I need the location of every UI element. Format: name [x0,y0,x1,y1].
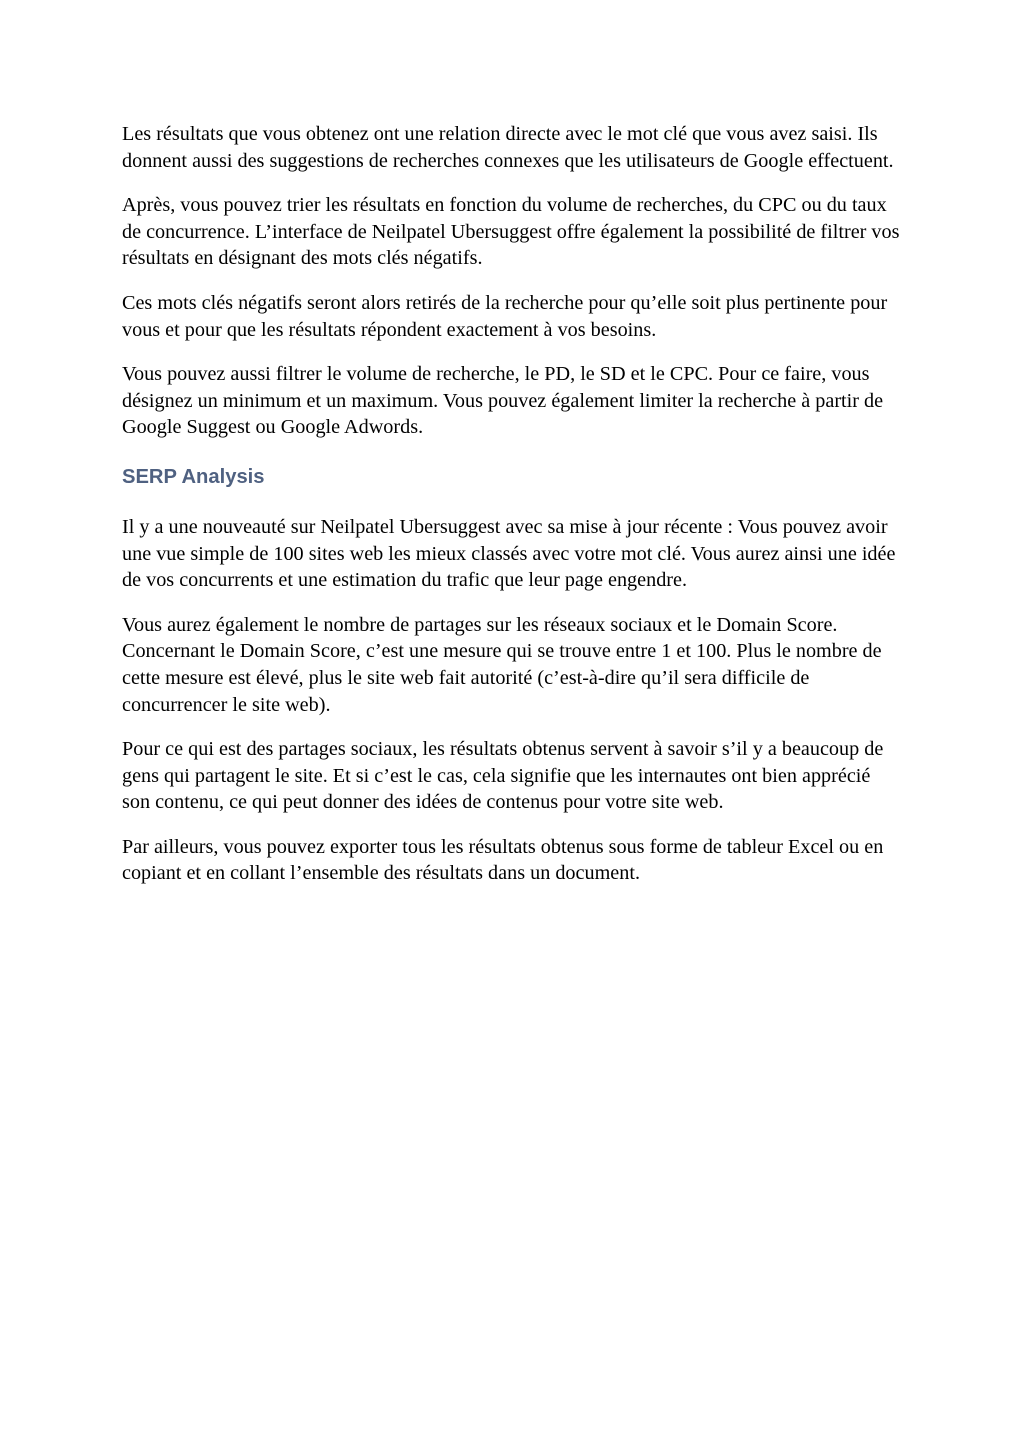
paragraph: Par ailleurs, vous pouvez exporter tous les résultats obtenus sous forme de tableur Excel ou en copiant et en collant l’ensemble des résultats dans un document. [122,835,884,885]
paragraph: Vous aurez également le nombre de partages sur les réseaux sociaux et le Domain Score. Concernant le Domain Score, c’est une mesure qui se trouve entre 1 et 100. Plus le nombre de cette mesure est élevé, plus le site web fait autorité (c’est-à-dire qu’il sera difficile de concurrencer le site web). [122,613,882,716]
paragraph: Vous pouvez aussi filtrer le volume de recherche, le PD, le SD et le CPC. Pour ce faire, vous désignez un minimum et un maximum. Vous pouvez également limiter la recherche à partir de Google Suggest ou Google Adwords. [122,363,884,439]
paragraph: Pour ce qui est des partages sociaux, les résultats obtenus servent à savoir s’il y a beaucoup de gens qui partagent le site. Et si c’est le cas, cela signifie que les internautes ont bien apprécié son contenu, ce qui peut donner des idées de contenus pour votre site web. [122,738,884,814]
paragraph: Ces mots clés négatifs seront alors retirés de la recherche pour qu’elle soit plus pertinente pour vous et pour que les résultats répondent exactement à vos besoins. [122,291,888,341]
paragraph: Les résultats que vous obtenez ont une relation directe avec le mot clé que vous avez saisi. Ils donnent aussi des suggestions de recherches connexes que les utilisateurs de Google effectuent. [122,123,894,172]
section-heading: SERP Analysis [122,465,265,488]
paragraph: Après, vous pouvez trier les résultats en fonction du volume de recherches, du CPC ou du taux de concurrence. L’interface de Neilpatel Ubersuggest offre également la possibilité de filtrer vos résultats en désignant des mots clés négatifs. [122,194,900,270]
paragraph: Il y a une nouveauté sur Neilpatel Ubersuggest avec sa mise à jour récente : Vous pouvez avoir une vue simple de 100 sites web les mieux classés avec votre mot clé. Vous aurez ainsi une idée de vos concurrents et une estimation du trafic que leur page engendre. [122,515,896,592]
document-body [122,121,902,905]
